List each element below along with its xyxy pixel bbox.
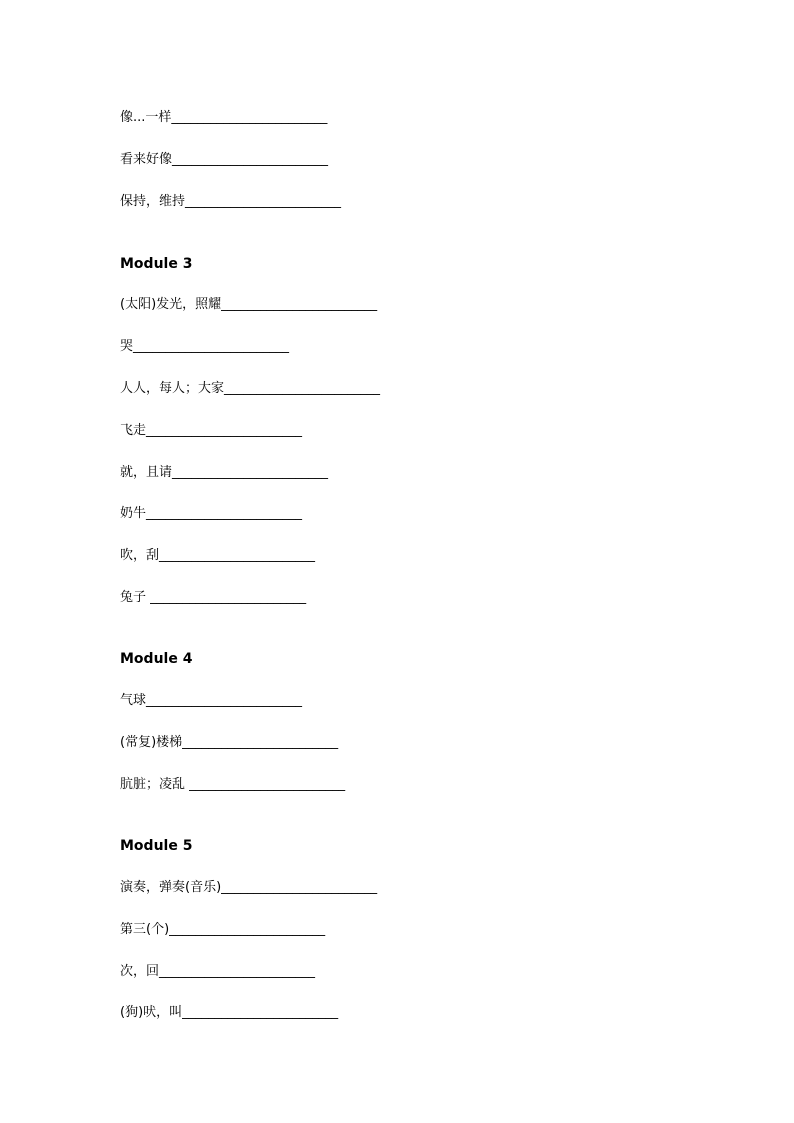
vocab-item: 看来好像________________________ [120, 152, 329, 167]
vocab-item: 哭________________________ [120, 339, 290, 354]
vocab-item: 第三(个)________________________ [120, 922, 326, 937]
vocab-item: 吹，刮________________________ [120, 548, 316, 563]
vocab-item: (常复)楼梯________________________ [120, 735, 339, 750]
vocab-item: 人人，每人；大家________________________ [120, 381, 381, 396]
vocab-item: (狗)吠，叫________________________ [120, 1005, 339, 1020]
vocab-item: 兔子 ________________________ [120, 590, 307, 605]
vocab-item: 就，且请________________________ [120, 465, 329, 480]
vocab-item: 肮脏；凌乱 ________________________ [120, 777, 346, 792]
module-3-heading: Module 3 [120, 256, 193, 272]
vocab-item: 次，回________________________ [120, 964, 316, 979]
vocab-item: 像...一样________________________ [120, 110, 328, 125]
module-5-heading: Module 5 [120, 838, 193, 854]
vocab-item: 气球________________________ [120, 693, 303, 708]
vocab-item: (太阳)发光，照耀________________________ [120, 297, 378, 312]
vocab-item: 奶牛________________________ [120, 506, 303, 521]
module-4-heading: Module 4 [120, 651, 193, 667]
vocab-item: 保持，维持________________________ [120, 194, 342, 209]
vocab-item: 演奏，弹奏(音乐)________________________ [120, 880, 378, 895]
vocab-item: 飞走________________________ [120, 423, 303, 438]
